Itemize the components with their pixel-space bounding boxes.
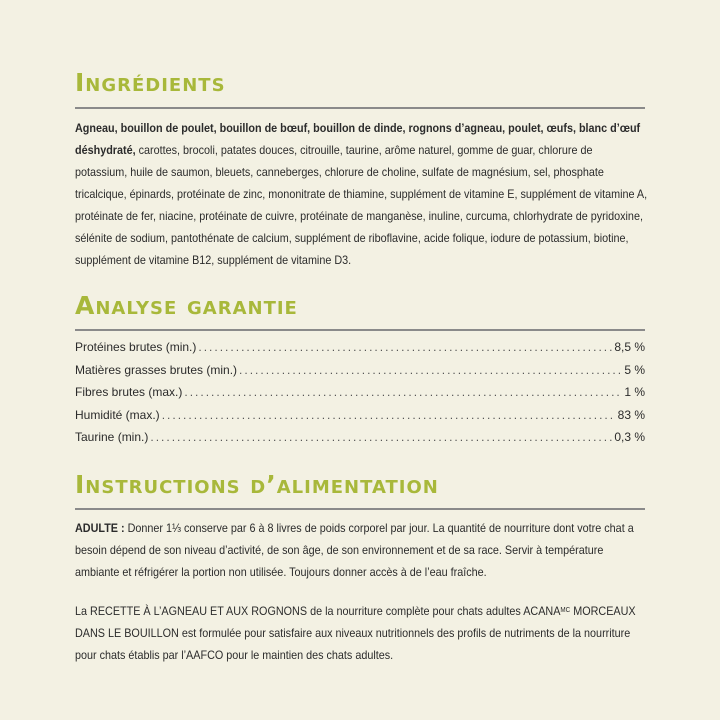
feeding-divider	[75, 508, 645, 510]
analysis-row	[75, 408, 645, 431]
dot-leader	[239, 363, 622, 377]
statement-part1: La RECETTE À L’AGNEAU ET AUX ROGNONS de la nourriture complète pour chats adultes ACANA	[75, 604, 561, 618]
analysis-row	[75, 430, 645, 453]
analysis-heading: Analyse garantie	[75, 291, 298, 320]
dot-leader	[150, 430, 612, 444]
feeding-adult-text	[75, 517, 647, 583]
analysis-label: Protéines brutes (min.)	[75, 340, 197, 354]
ingredients-divider	[75, 107, 645, 109]
analysis-label: Matières grasses brutes (min.)	[75, 362, 238, 377]
analysis-label: Taurine (min.)	[75, 430, 149, 444]
analysis-value: 5 %	[624, 362, 645, 377]
dot-leader	[184, 385, 622, 399]
analysis-label: Humidité (max.)	[75, 407, 160, 422]
aafco-statement	[75, 600, 647, 666]
adult-label: ADULTE :	[75, 521, 125, 535]
analysis-value: 0,3 %	[614, 430, 645, 444]
analysis-table	[75, 340, 645, 453]
feeding-heading: Instructions d’alimentation	[75, 470, 439, 499]
analysis-label: Fibres brutes (max.)	[75, 385, 183, 399]
ingredients-heading: Ingrédients	[75, 68, 226, 97]
analysis-row	[75, 385, 645, 408]
analysis-row	[75, 340, 645, 363]
analysis-divider	[75, 329, 645, 331]
ingredients-primary: Agneau, bouillon de poulet, bouillon de bœuf, bouillon de dinde, rognons d’agneau, poulet, œufs, blanc d’œuf déshydraté,	[75, 121, 641, 157]
statement-part2: MORCEAUX DANS LE BOUILLON est formulée pour satisfaire aux niveaux nutritionnels des profils de nutriments de la nourriture pour chats établis par l’AAFCO pour le maintien des chats adultes.	[75, 604, 636, 662]
trademark-sup: MC	[560, 607, 571, 614]
analysis-value: 1 %	[624, 385, 645, 399]
analysis-value: 8,5 %	[614, 340, 645, 354]
dot-leader	[162, 408, 616, 422]
analysis-row	[75, 363, 645, 386]
adult-instructions: Donner 1⅓ conserve par 6 à 8 livres de poids corporel par jour. La quantité de nourriture dont votre chat a besoin dépend de son niveau d’activité, de son âge, de son environnement et de sa race. Servir à température ambiante et réfrigérer la portion non utilisée. Toujours donner accès à de l’eau fraîche.	[75, 521, 634, 579]
ingredients-text	[75, 117, 647, 271]
ingredients-secondary: carottes, brocoli, patates douces, citrouille, taurine, arôme naturel, gomme de guar, chlorure de potassium, huile de saumon, bleuets, canneberges, chlorure de choline, sulfate de magnésium, sel, phosphate tricalcique, épinards, protéinate de zinc, mononitrate de thiamine, supplément de vitamine E, supplément de vitamine A, protéinate de fer, niacine, protéinate de cuivre, protéinate de manganèse, inuline, curcuma, chlorhydrate de pyridoxine, sélénite de sodium, pantothénate de calcium, supplément de riboflavine, acide folique, iodure de potassium, biotine, supplément de vitamine B12, supplément de vitamine D3.	[75, 143, 648, 267]
dot-leader	[198, 340, 612, 354]
analysis-value: 83 %	[617, 407, 645, 422]
